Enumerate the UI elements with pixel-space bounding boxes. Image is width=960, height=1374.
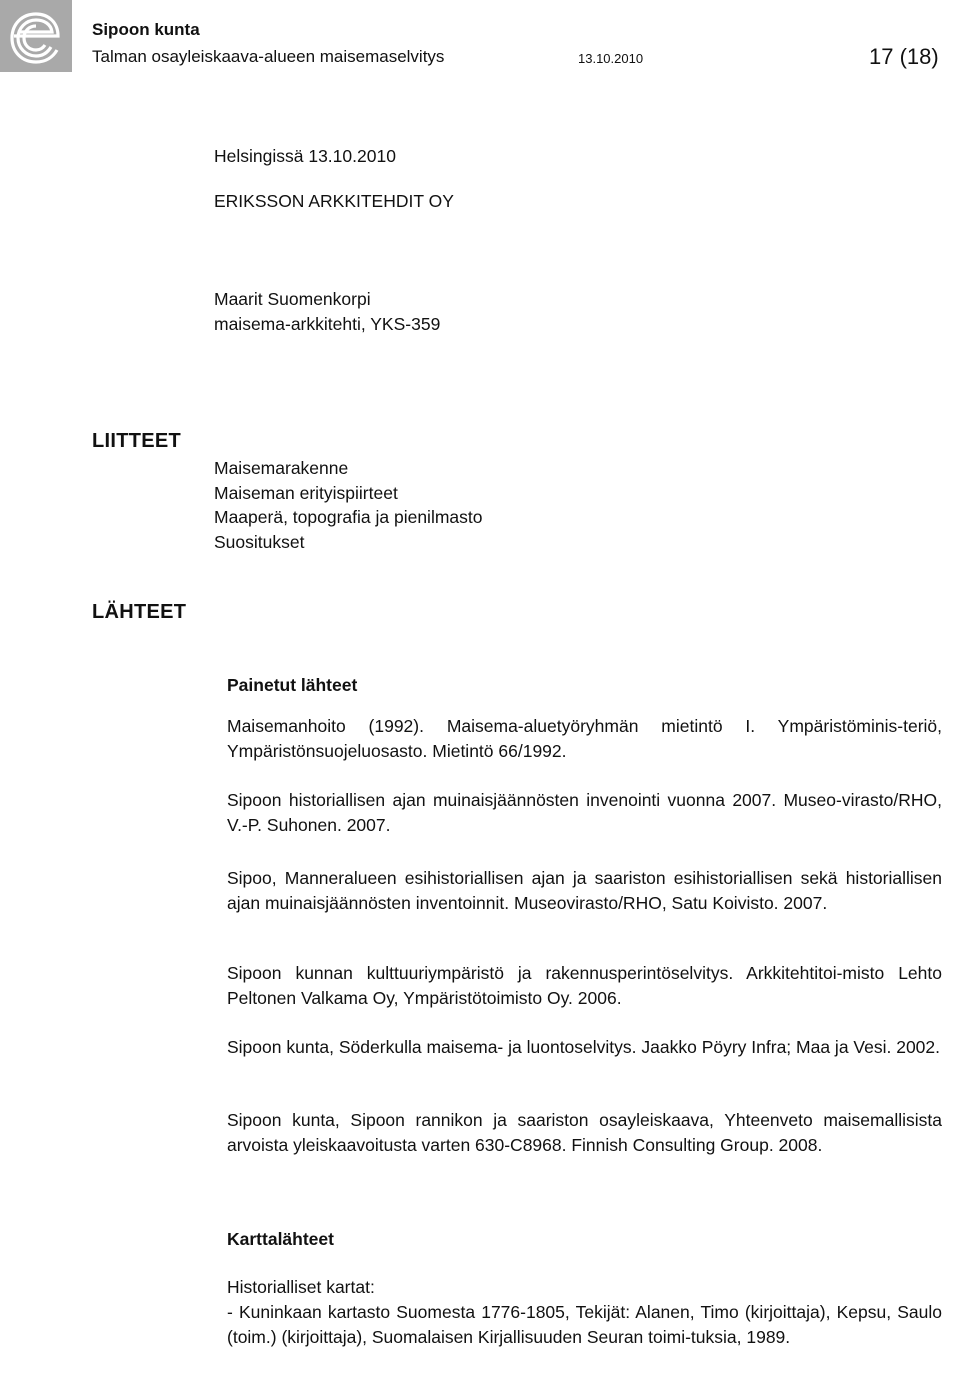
printed-sources-heading: Painetut lähteet [227,675,358,695]
header-document-title: Talman osayleiskaava-alueen maisemaselvitys [92,47,445,66]
header-page-number: 17 (18) [869,44,939,69]
sources-heading: LÄHTEET [92,601,187,623]
reference-item: Sipoon kunta, Söderkulla maisema- ja luontoselvitys. Jaakko Pöyry Infra; Maa ja Vesi. 2002. [227,1037,941,1057]
map-reference-item: - Kuninkaan kartasto Suomesta 1776-1805, Tekijät: Alanen, Timo (kirjoittaja), Kepsu, Saulo (toim.) (kirjoittaja), Suomalaisen Kirjallisuuden Seuran toimi-tuksia, 1989. [227,1302,942,1347]
map-sources-heading: Karttalähteet [227,1229,334,1249]
municipality-logo-icon [0,0,72,72]
header-organization: Sipoon kunta [92,20,200,39]
reference-item: Sipoon historiallisen ajan muinaisjäännösten invenointi vuonna 2007. Museo-virasto/RHO, V.-P. Suhonen. 2007. [227,790,942,835]
reference-item: Sipoon kunta, Sipoon rannikon ja saariston osayleiskaava, Yhteenveto maisemallisista arvoista yleiskaavoitusta varten 630-C8968. Finnish Consulting Group. 2008. [227,1110,942,1155]
signature-place-date: Helsingissä 13.10.2010 [214,146,396,166]
list-item: Maiseman erityispiirteet [214,482,398,503]
reference-item: Sipoo, Manneralueen esihistoriallisen ajan ja saariston esihistoriallisen sekä historiallisen ajan muinaisjäännösten inventoinnit. Museovirasto/RHO, Satu Koivisto. 2007. [227,868,942,913]
reference-item: Maisemanhoito (1992). Maisema-aluetyöryhmän mietintö I. Ympäristöminis-teriö, Ympäristönsuojeluosasto. Mietintö 66/1992. [227,716,942,761]
header-date: 13.10.2010 [578,51,644,66]
map-sources-subheading: Historialliset kartat: [227,1277,375,1297]
reference-item: Sipoon kunnan kulttuuriympäristö ja rakennusperintöselvitys. Arkkitehtitoi-misto Lehto Peltonen Valkama Oy, Ympäristötoimisto Oy. 2006. [227,963,942,1008]
signature-company: ERIKSSON ARKKITEHDIT OY [214,191,454,211]
attachments-list [214,456,483,554]
attachments-heading: LIITTEET [92,430,182,452]
list-item: Maisemarakenne [214,458,349,478]
list-item: Maaperä, topografia ja pienilmasto [214,507,483,527]
signature-author: Maarit Suomenkorpi [214,289,371,309]
signature-author-title: maisema-arkkitehti, YKS-359 [214,314,441,334]
list-item: Suositukset [214,531,305,552]
